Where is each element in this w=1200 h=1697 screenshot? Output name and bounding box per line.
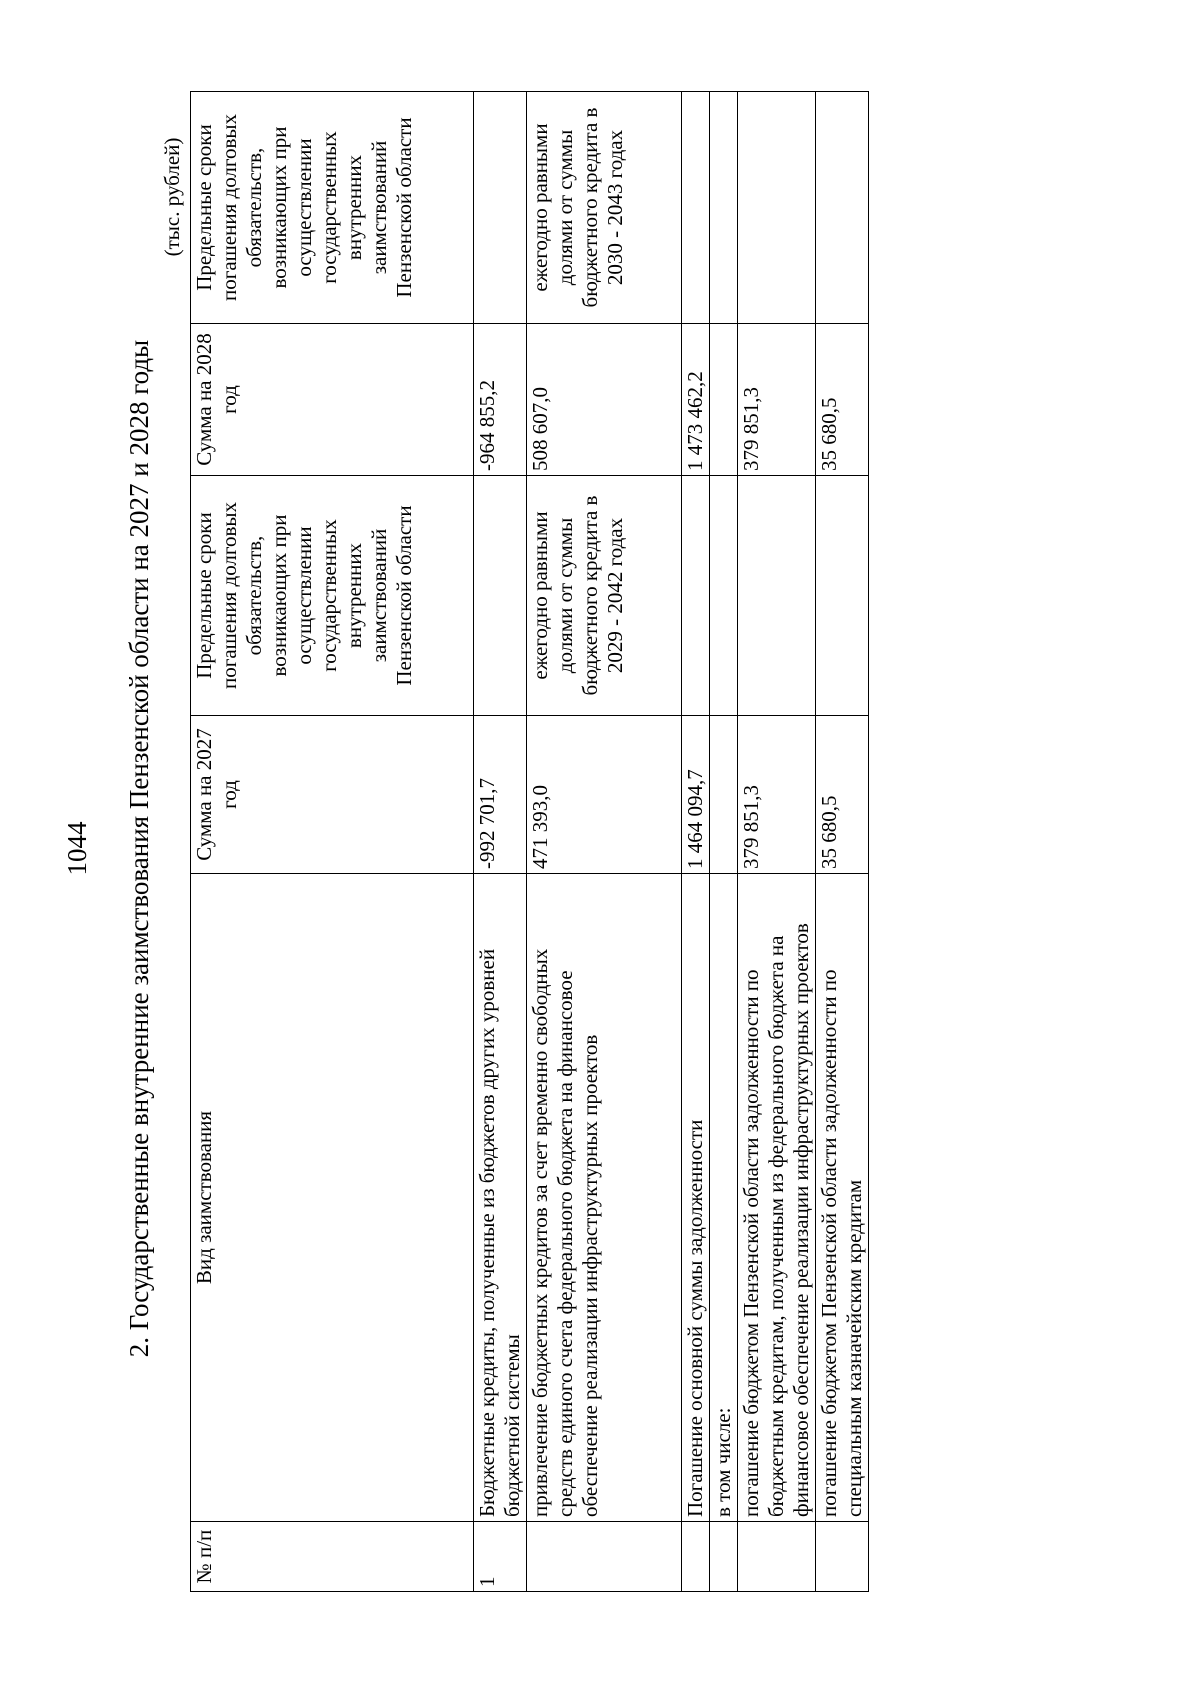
header-sum-2028: Сумма на 2028 год: [191, 324, 474, 476]
table-row: [738, 92, 816, 1592]
row-term-2028: [682, 92, 710, 324]
header-kind: Вид заимствования: [191, 874, 474, 1522]
row-kind: Погашение основной суммы задолженности: [682, 874, 710, 1522]
row-term-2027: ежегодно равными долями от суммы бюджетного кредита в 2029 - 2042 годах: [527, 476, 682, 716]
header-row: [191, 92, 474, 1592]
table-row: [682, 92, 710, 1592]
row-sum-2028: -964 855,2: [474, 324, 527, 476]
row-term-2028: [710, 92, 738, 324]
unit-label: (тыс. рублей): [160, 137, 184, 257]
row-term-2028: [738, 92, 816, 324]
row-num: 1: [474, 1522, 527, 1592]
header-sum-2027: Сумма на 2027 год: [191, 716, 474, 874]
row-kind: Бюджетные кредиты, полученные из бюджетов других уровней бюджетной системы: [474, 874, 527, 1522]
table-row: [816, 92, 869, 1592]
header-num: № п/п: [191, 1522, 474, 1592]
row-sum-2028: [710, 324, 738, 476]
row-sum-2027: 35 680,5: [816, 716, 869, 874]
row-num: [710, 1522, 738, 1592]
row-kind: погашение бюджетом Пензенской области задолженности по бюджетным кредитам, полученным из федерального бюджета на финансовое обеспечение реализации инфраструктурных проектов: [738, 874, 816, 1522]
row-sum-2027: 471 393,0: [527, 716, 682, 874]
page-title: 2. Государственные внутренние заимствования Пензенской области на 2027 и 2028 годы: [124, 339, 154, 1358]
row-num: [738, 1522, 816, 1592]
table-row: [474, 92, 527, 1592]
row-sum-2027: 379 851,3: [738, 716, 816, 874]
borrowings-table: [190, 91, 869, 1592]
row-sum-2028: 508 607,0: [527, 324, 682, 476]
table-row: [710, 92, 738, 1592]
page-number: 1044: [62, 821, 92, 876]
row-sum-2028: 1 473 462,2: [682, 324, 710, 476]
row-term-2027: [710, 476, 738, 716]
row-sum-2027: 1 464 094,7: [682, 716, 710, 874]
row-sum-2028: 35 680,5: [816, 324, 869, 476]
row-kind: привлечение бюджетных кредитов за счет временно свободных средств единого счета федерального бюджета на финансовое обеспечение реализации инфраструктурных проектов: [527, 874, 682, 1522]
row-term-2027: [816, 476, 869, 716]
header-term-2028: Предельные сроки погашения долговых обязательств, возникающих при осуществлении государственных внутренних заимствований Пензенской области: [191, 92, 474, 324]
row-num: [816, 1522, 869, 1592]
row-term-2028: ежегодно равными долями от суммы бюджетного кредита в 2030 - 2043 годах: [527, 92, 682, 324]
row-num: [682, 1522, 710, 1592]
row-kind: погашение бюджетом Пензенской области задолженности по специальным казначейским кредитам: [816, 874, 869, 1522]
row-sum-2028: 379 851,3: [738, 324, 816, 476]
row-num: [527, 1522, 682, 1592]
header-term-2027: Предельные сроки погашения долговых обязательств, возникающих при осуществлении государственных внутренних заимствований Пензенской области: [191, 476, 474, 716]
row-sum-2027: -992 701,7: [474, 716, 527, 874]
row-term-2027: [738, 476, 816, 716]
table-row: [527, 92, 682, 1592]
row-sum-2027: [710, 716, 738, 874]
row-kind: в том числе:: [710, 874, 738, 1522]
row-term-2027: [682, 476, 710, 716]
row-term-2027: [474, 476, 527, 716]
row-term-2028: [816, 92, 869, 324]
row-term-2028: [474, 92, 527, 324]
